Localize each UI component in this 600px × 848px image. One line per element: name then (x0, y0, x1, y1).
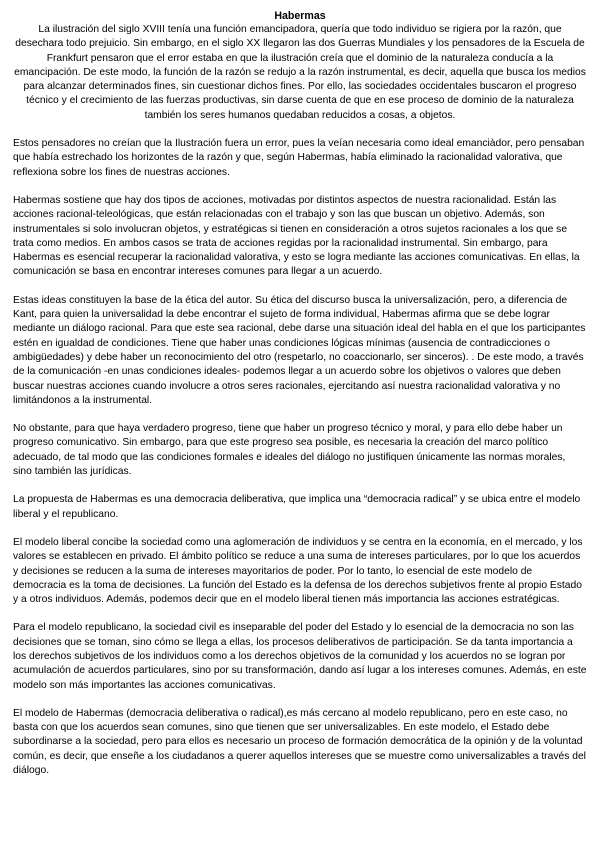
paragraph-2: Estos pensadores no creían que la Ilustración fuera un error, pues la veían necesaria como ideal emanciàdor, pero pensaban que había estrechado los horizontes de la razón y que, según Habermas, había eliminado la racionalidad valorativa, que reflexiona sobre los fines de nuestras acciones. (13, 138, 585, 178)
paragraph-8: Para el modelo republicano, la sociedad civil es inseparable del poder del Estado y lo esencial de la democracia no son las decisiones que se toman, sino cómo se llega a ellas, los procesos deliberativos de participación. Se da tanta importancia a los derechos subjetivos de los individuos como a los derechos objetivos de la comunidad y los acuerdos no se logran por acumulación de acuerdos particulares, sino por su transformación, dando así lugar a los intereses comunes. Además, en este modelo son más importantes las acciones comunicativas. (13, 622, 587, 691)
paragraph-5: No obstante, para que haya verdadero progreso, tiene que haber un progreso técnico y moral, y para ello debe haber un progreso comunicativo. Sin embargo, para que este progreso sea posible, es necesaria la creación del marco político adecuado, de tal modo que las condiciones formales e ideales del diálogo no justifiquen únicamente las normas morales, sino también las jurídicas. (13, 423, 566, 478)
document-title: Habermas (274, 10, 326, 22)
paragraph-6: La propuesta de Habermas es una democracia deliberativa, que implica una “democracia radical” y se ubica entre el modelo liberal y el republicano. (13, 494, 581, 520)
paragraph-1: La ilustración del siglo XVIII tenía una función emancipadora, quería que todo individuo se rigiera por la razón, que desechara todo prejuicio. Sin embargo, en el siglo XX llegaron las dos Guerras Mundiales y los pensadores de la Escuela de Frankfurt pensaron que el error estaba en que la ilustración creía que el dominio de la naturaleza conducía a la emancipación. De este modo, la función de la razón se redujo a la razón instrumental, es decir, aquella que busca los medios para alcanzar determinados fines, sin cuestionar dichos fines. Por ello, las sociedades occidentales buscaron el progreso técnico y el crecimiento de las fuerzas productivas, sin darse cuenta de que en ese proceso de dominio de la naturaleza también los seres humanos quedaban reducidos a cosas, a objetos. (14, 24, 586, 121)
paragraph-3: Habermas sostiene que hay dos tipos de acciones, motivadas por distintos aspectos de nuestra racionalidad. Están las acciones racional-teleológicas, que están relacionadas con el trabajo y son las que buscan un objetivo. Además, son instrumentales si solo involucran objetos, y estratégicas si tienen en consideración a otros sujetos racionales a los que se trata como medios. En ambos casos se trata de acciones regidas por la racionalidad instrumental. Sin embargo, para Habermas es esencial recuperar la racionalidad valorativa, y esto se logra mediante las acciones comunicativas. En ellas, la comunicación se basa en encontrar intereses comunes para llegar a un acuerdo. (13, 194, 580, 278)
paragraph-4: Estas ideas constituyen la base de la ética del autor. Su ética del discurso busca la universalización, pero, a diferencia de Kant, para quien la universalidad la debe encontrar el sujeto de forma individual, Habermas afirma que se debe lograr mediante un diálogo racional. Para que este sea racional, debe darse una situación ideal del habla en el que los participantes estén en igualdad de condiciones. Tiene que haber unas condiciones lógicas mínimas (ausencia de contradicciones o ambigüedades) y debe haber un reconocimiento del otro (respetarlo, no coaccionarlo, ser sinceros). . De este modo, a través de la comunicación -en unas condiciones ideales- podemos llegar a un acuerdo sobre los objetivos o valores que deben buscar nuestras acciones cuando involucre a otros seres racionales, ejercitando así nuestra racionalidad valorativa y no limitándonos a la instrumental. (13, 294, 586, 406)
paragraph-9: El modelo de Habermas (democracia deliberativa o radical),es más cercano al modelo republicano, pero en este caso, no basta con que los acuerdos sean comunes, sino que tienen que ser universalizables. En este modelo, el Estado debe subordinarse a la sociedad, pero para ellos es necesario un proceso de formación democrática de la opinión y de la voluntad común, es decir, que enseñe a los ciudadanos a querer aquellos intereses que se muestre como universalizables a través del diálogo. (13, 707, 586, 777)
paragraph-7: El modelo liberal concibe la sociedad como una aglomeración de individuos y se centra en la economía, en el mercado, y los valores se establecen en privado. El ámbito político se reduce a una suma de intereses particulares, por lo que los acuerdos y decisiones se reducen a la suma de intereses mayoritarios de poder. Por lo tanto, lo esencial de este modelo de democracia es la toma de decisiones. La función del Estado es la defensa de los derechos subjetivos frente al propio Estado y a otros individuos. Además, podemos decir que en el modelo liberal tienen más importancia las acciones estratégicas. (13, 536, 583, 606)
